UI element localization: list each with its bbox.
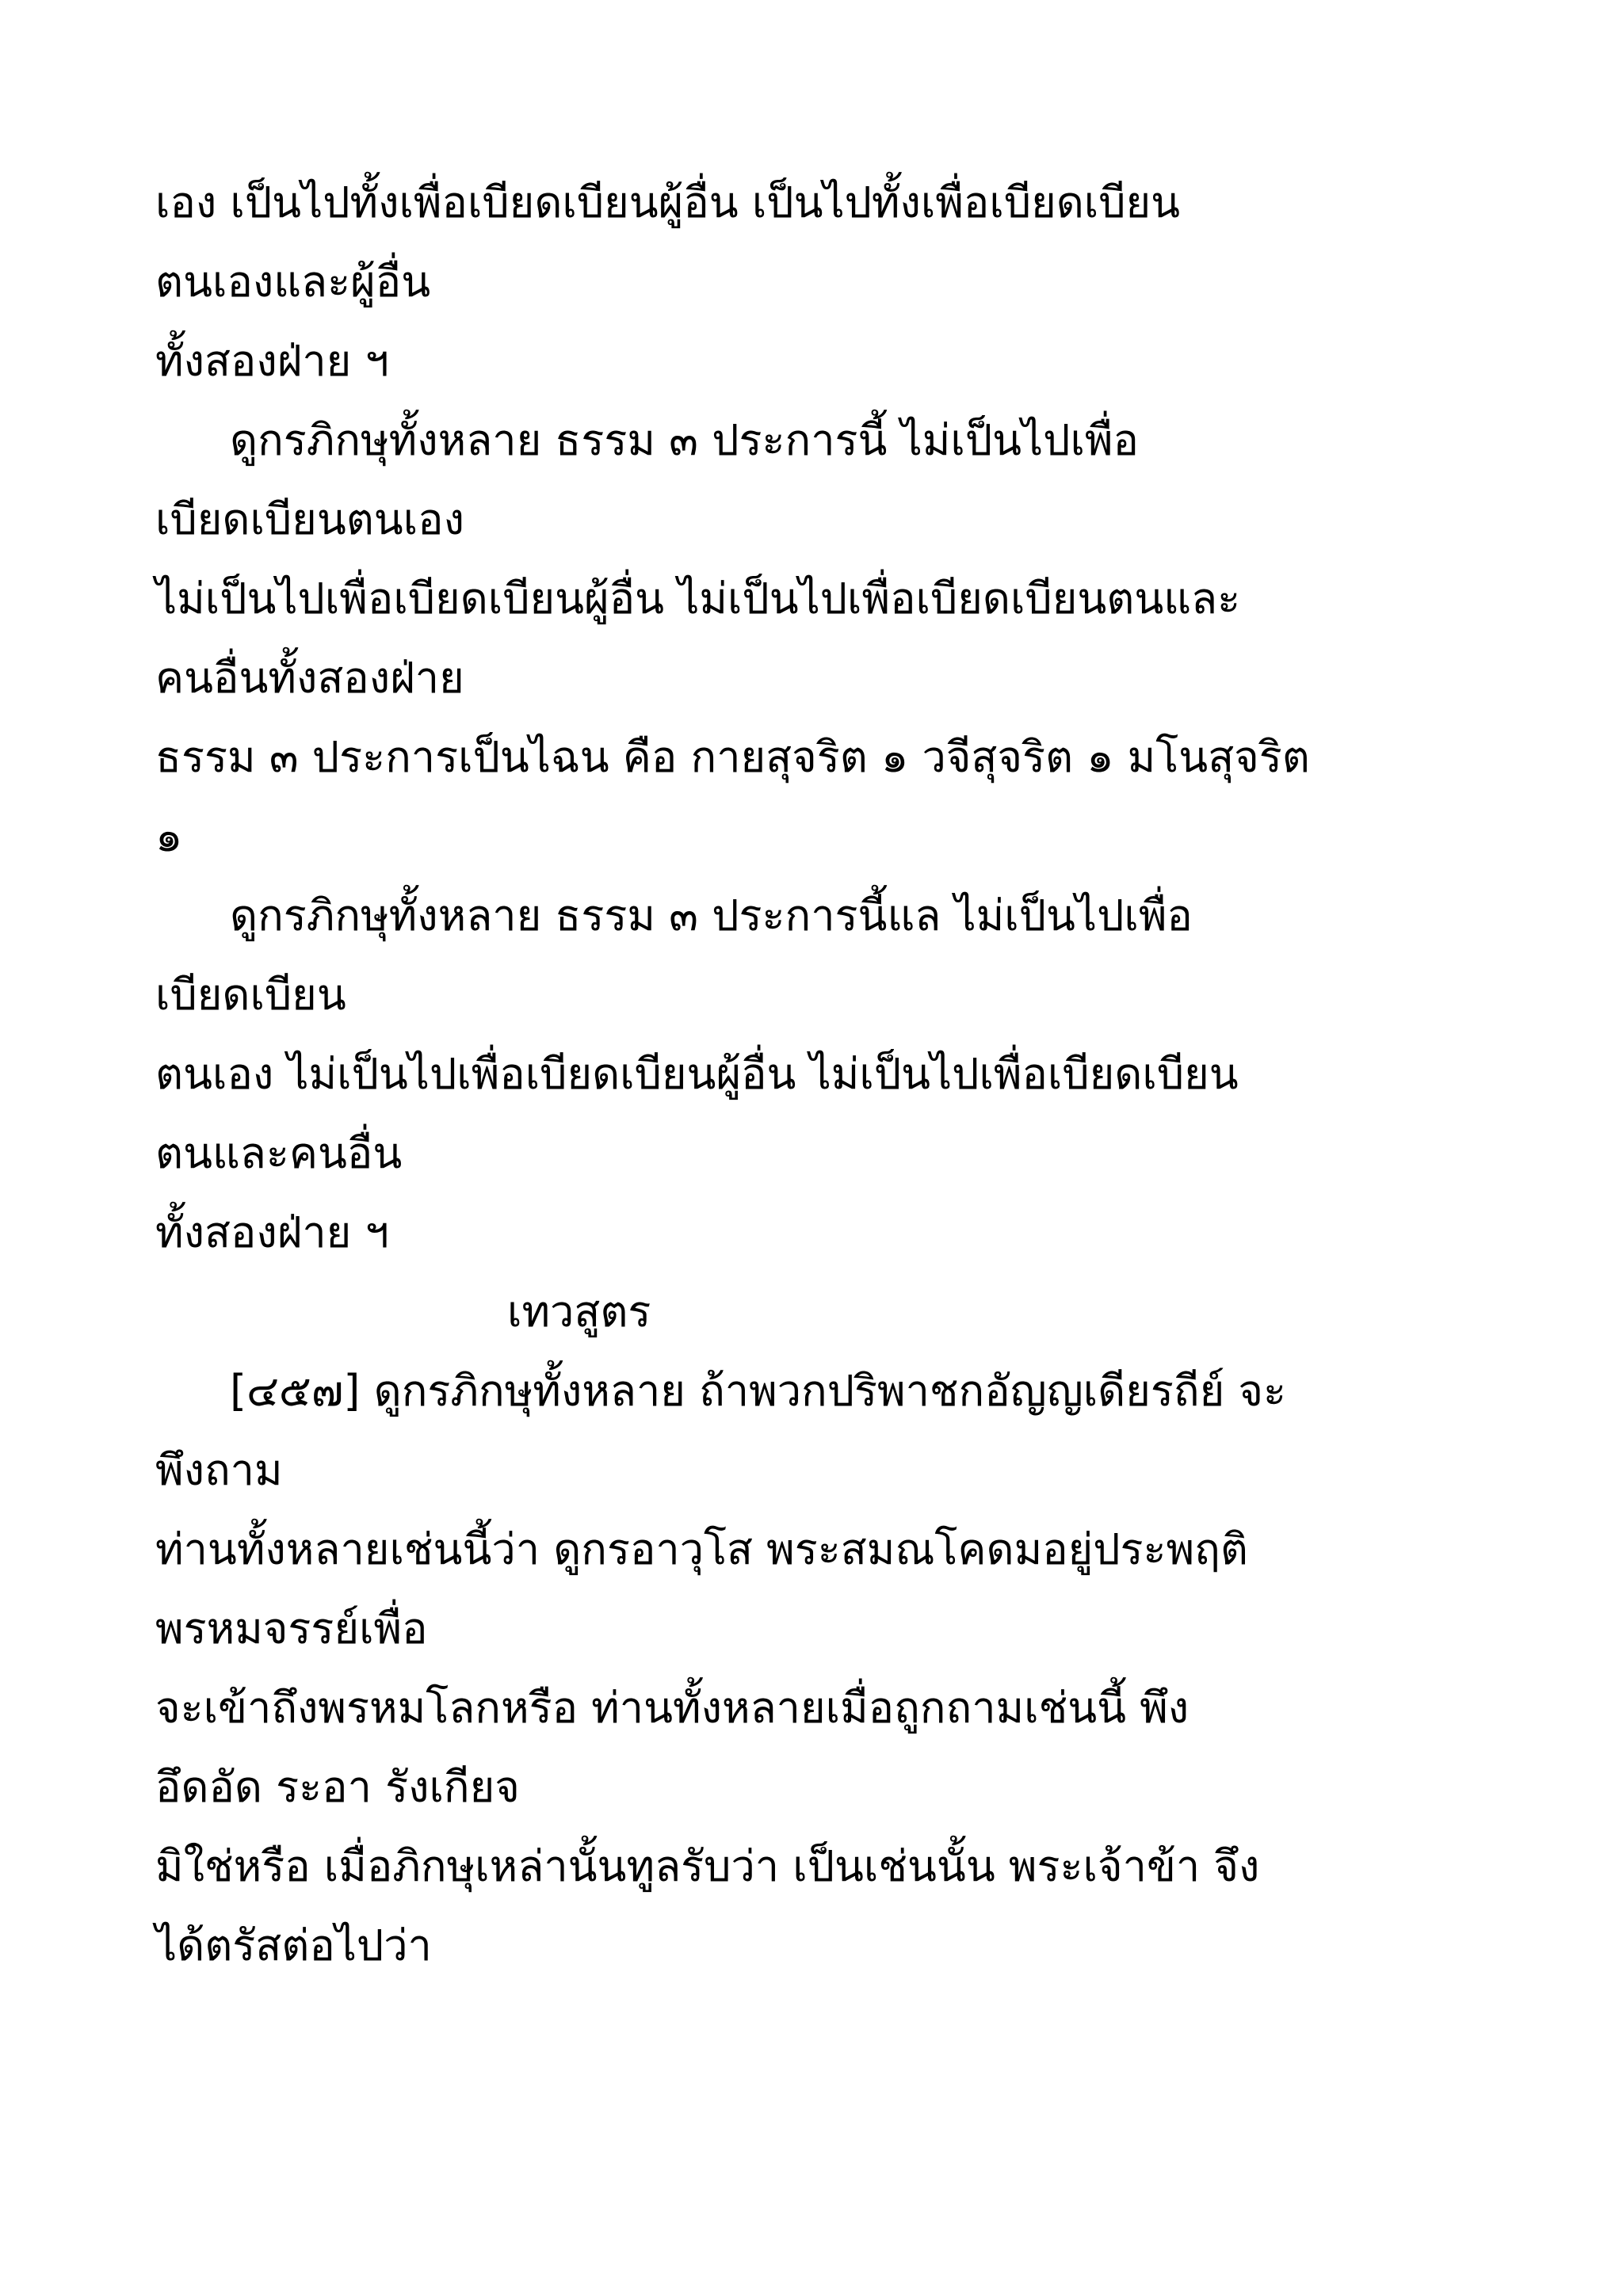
text-line: ไม่เป็นไปเพื่อเบียดเบียนผู้อื่น ไม่เป็นไปเพื่อเบียดเบียนตนและ <box>155 574 1241 624</box>
text-line: ท่านทั้งหลายเช่นนี้ว่า ดูกรอาวุโส พระสมณโคดมอยู่ประพฤติ <box>155 1524 1248 1574</box>
text-line: พึงถาม <box>155 1445 283 1495</box>
text-line: เบียดเบียนตนเอง <box>155 494 464 544</box>
text-line: ดูกรภิกษุทั้งหลาย ธรรม ๓ ประการนี้แล ไม่เป็นไปเพื่อ <box>230 891 1193 940</box>
text-line: ตนเอง ไม่เป็นไปเพื่อเบียดเบียนผู้อื่น ไม่เป็นไปเพื่อเบียดเบียน <box>155 1049 1239 1099</box>
text-line: จะเข้าถึงพรหมโลกหรือ ท่านทั้งหลายเมื่อถูกถามเช่นนี้ พึง <box>155 1683 1190 1733</box>
text-line: ตนและคนอื่น <box>155 1128 403 1178</box>
text-line: [๔๕๗] ดูกรภิกษุทั้งหลาย ถ้าพวกปริพาชกอัญญเดียรถีย์ จะ <box>230 1366 1287 1416</box>
text-line: ๑ <box>155 811 183 861</box>
text-line: ทั้งสองฝ่าย ฯ <box>155 336 389 386</box>
text-line: พรหมจรรย์เพื่อ <box>155 1604 428 1653</box>
text-line: เอง เป็นไปทั้งเพื่อเบียดเบียนผู้อื่น เป็นไปทั้งเพื่อเบียดเบียน <box>155 177 1181 227</box>
section-title: เทวสูตร <box>507 1287 651 1337</box>
text-line: ธรรม ๓ ประการเป็นไฉน คือ กายสุจริต ๑ วจีสุจริต ๑ มโนสุจริต <box>155 732 1310 782</box>
text-line: มิใช่หรือ เมื่อภิกษุเหล่านั้นทูลรับว่า เป็นเช่นนั้น พระเจ้าข้า จึง <box>155 1841 1260 1891</box>
text-line: ตนเองและผู้อื่น <box>155 257 431 307</box>
text-line: คนอื่นทั้งสองฝ่าย <box>155 653 464 703</box>
text-line: ดูกรภิกษุทั้งหลาย ธรรม ๓ ประการนี้ ไม่เป็นไปเพื่อ <box>230 415 1139 465</box>
text-line: ทั้งสองฝ่าย ฯ <box>155 1207 389 1257</box>
text-line: เบียดเบียน <box>155 970 346 1020</box>
text-line: ได้ตรัสต่อไปว่า <box>155 1920 432 1970</box>
text-line: อึดอัด ระอา รังเกียจ <box>155 1762 520 1812</box>
